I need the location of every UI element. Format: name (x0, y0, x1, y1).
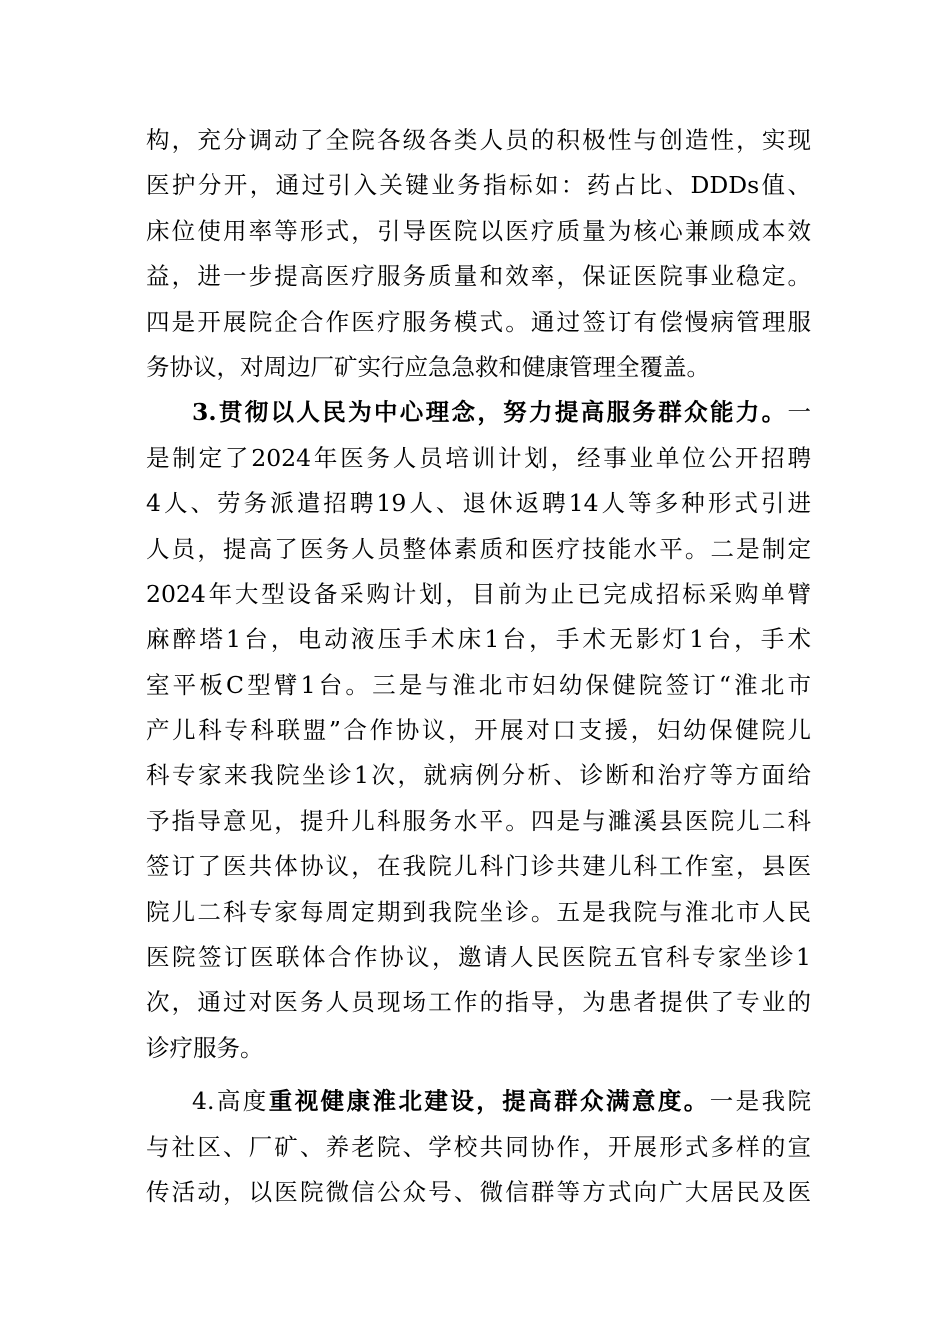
text-line: 人员，提高了医务人员整体素质和医疗技能水平。二是制定 (146, 534, 811, 563)
text-line: 床位使用率等形式，引导医院以医疗质量为核心兼顾成本效 (146, 216, 811, 245)
text-line: 是制定了2024年医务人员培训计划，经事业单位公开招聘 (146, 443, 811, 472)
text-line: 次，通过对医务人员现场工作的指导，为患者提供了专业的 (146, 988, 811, 1017)
text-line: 医护分开，通过引入关键业务指标如：药占比、DDDs值、 (146, 171, 811, 200)
text-line: 予指导意见，提升儿科服务水平。四是与濉溪县医院儿二科 (146, 806, 811, 835)
section-heading: 3.贯彻以人民为中心理念，努力提高服务群众能力。 (192, 398, 788, 427)
text-line: 产儿科专科联盟”合作协议，开展对口支援，妇幼保健院儿 (146, 716, 811, 745)
document-body (146, 118, 811, 1215)
text-line: 诊疗服务。 (146, 1033, 264, 1062)
paragraph-healthy-huaibei (146, 1079, 811, 1215)
section-number: 4.高度 (192, 1087, 269, 1116)
text-line: 益，进一步提高医疗服务质量和效率，保证医院事业稳定。 (146, 262, 811, 291)
section-heading: 重视健康淮北建设，提高群众满意度。 (268, 1087, 710, 1116)
text-line: 构，充分调动了全院各级各类人员的积极性与创造性，实现 (146, 126, 811, 154)
text-line: 与社区、厂矿、养老院、学校共同协作，开展形式多样的宣 (146, 1132, 811, 1161)
text-fragment: 一 (787, 398, 811, 427)
paragraph-continuation (146, 118, 811, 390)
text-line: 4人、劳务派遣招聘19人、退休返聘14人等多种形式引进 (146, 489, 811, 518)
text-line: 签订了医共体协议，在我院儿科门诊共建儿科工作室，县医 (146, 852, 811, 881)
paragraph-service-ability (146, 390, 811, 1071)
text-line: 室平板C型臂1台。三是与淮北市妇幼保健院签订“淮北市 (146, 670, 811, 699)
text-line: 麻醉塔1台，电动液压手术床1台，手术无影灯1台，手术 (146, 625, 811, 654)
text-line: 科专家来我院坐诊1次，就病例分析、诊断和治疗等方面给 (146, 761, 811, 790)
paragraph-gap (146, 1071, 811, 1079)
text-line: 2024年大型设备采购计划，目前为止已完成招标采购单臂 (146, 579, 811, 608)
text-line: 院儿二科专家每周定期到我院坐诊。五是我院与淮北市人民 (146, 897, 811, 926)
text-fragment: 一是我院 (709, 1087, 812, 1116)
text-line: 四是开展院企合作医疗服务模式。通过签订有偿慢病管理服 (146, 307, 811, 336)
paragraph-first-line (146, 390, 811, 435)
text-line: 务协议，对周边厂矿实行应急急救和健康管理全覆盖。 (146, 352, 710, 381)
paragraph-first-line (146, 1079, 811, 1124)
text-line: 医院签订医联体合作协议，邀请人民医院五官科专家坐诊1 (146, 943, 811, 972)
text-line: 传活动，以医院微信公众号、微信群等方式向广大居民及医 (146, 1177, 811, 1206)
